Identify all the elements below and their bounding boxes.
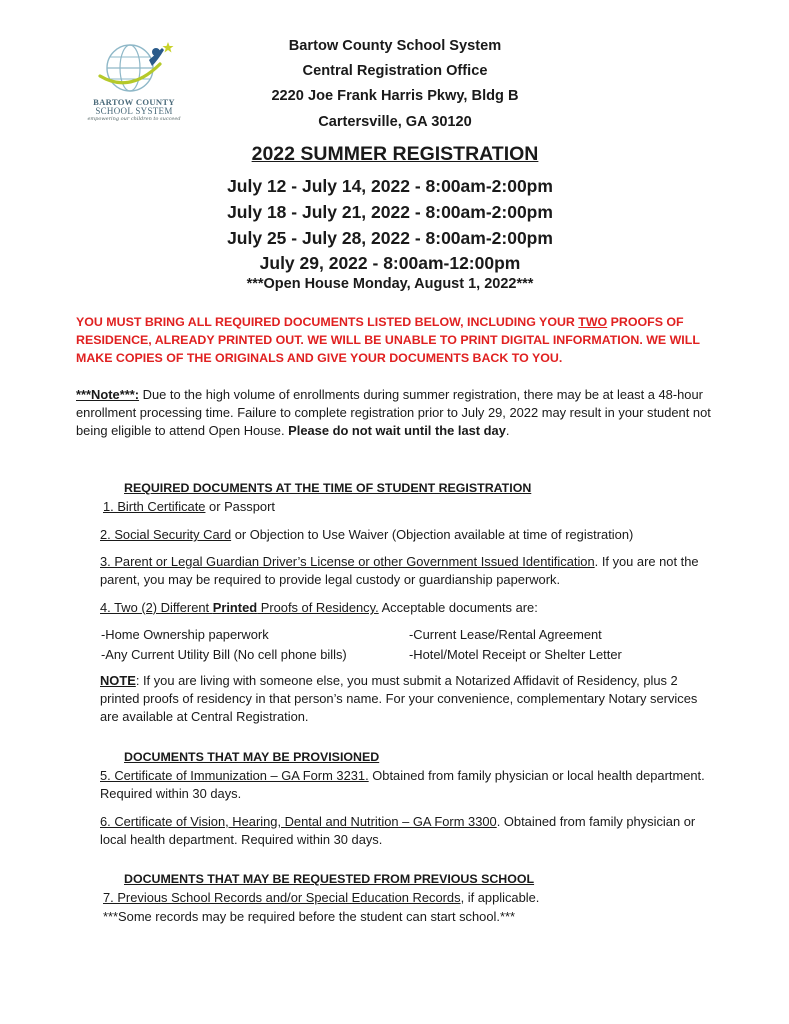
item-4-title-2: Proofs of Residency. [257,600,379,615]
registration-date-1: July 12 - July 14, 2022 - 8:00am-2:00pm [227,176,553,196]
item-1-title: 1. Birth Certificate [103,499,206,514]
item-2-detail: or Objection to Use Waiver (Objection available at time of registration) [231,527,634,542]
item-4-title-1: 4. Two (2) Different [100,600,213,615]
logo-tagline: empowering our children to succeed [87,116,181,122]
residency-option: -Home Ownership paperwork [101,627,269,642]
school-system-logo [86,38,182,150]
registration-date-4: July 29, 2022 - 8:00am-12:00pm [259,253,521,273]
document-item-2 [100,526,720,544]
affidavit-note [100,672,715,726]
previous-school-heading: DOCUMENTS THAT MAY BE REQUESTED FROM PREVIOUS SCHOOL [124,872,535,886]
document-item-4 [100,599,710,617]
item-3-detail: . If you are not the parent, you may be required to provide legal custody or guardianship paperwork. [100,554,699,587]
open-house-notice: ***Open House Monday, August 1, 2022*** [246,276,534,292]
document-item-5 [100,767,715,803]
document-item-6 [100,813,715,849]
registration-date-3: July 25 - July 28, 2022 - 8:00am-2:00pm [227,228,553,248]
globe-logo-icon [94,38,176,98]
document-item-7 [103,889,703,907]
item-5-detail: Obtained from family physician or local health department. Required within 30 days. [100,768,705,801]
header-organization: Bartow County School System [288,38,502,54]
item-6-detail: . Obtained from family physician or local health department. Required within 30 days. [100,814,696,847]
required-documents-heading: REQUIRED DOCUMENTS AT THE TIME OF STUDENT REGISTRATION [124,481,532,495]
warning-text-2: PROOFS OF RESIDENCE, ALREADY PRINTED OUT. WE WILL BE UNABLE TO PRINT DIGITAL INFORMATION. WE WILL MAKE COPIES OF THE ORIGINALS AND GIVE YOUR DOCUMENTS BACK TO YOU. [76,315,700,365]
item-6-title: 6. Certificate of Vision, Hearing, Dental and Nutrition – GA Form 3300 [100,814,497,829]
logo-text-line1: BARTOW COUNTY [93,97,175,107]
logo-text-line2: SCHOOL SYSTEM [95,106,173,116]
warning-text-1: YOU MUST BRING ALL REQUIRED DOCUMENTS LISTED BELOW, INCLUDING YOUR [76,315,579,329]
item-4-printed: Printed [212,600,258,615]
affidavit-note-text: : If you are living with someone else, you must submit a Notarized Affidavit of Residency, plus 2 printed proofs of residency in that person’s name. For your convenience, complementary Notary services are available at Central Registration. [100,673,698,724]
note-text: Due to the high volume of enrollments during summer registration, there may be at least a 48-hour enrollment processing time. Failure to complete registration prior to July 29, 2022 may result in your student not being eligible to attend Open House. [76,387,711,438]
document-item-3 [100,553,710,589]
item-2-title: 2. Social Security Card [100,527,232,542]
header-office: Central Registration Office [302,63,488,79]
note-label: ***Note***: [76,387,140,402]
records-footnote: ***Some records may be required before the student can start school.*** [103,909,516,924]
note-emphasis: Please do not wait until the last day [288,423,506,438]
residency-option: -Any Current Utility Bill (No cell phone bills) [101,647,347,662]
affidavit-note-label: NOTE [100,673,136,688]
warning-two-emphasis: TWO [578,315,608,329]
residency-option: -Current Lease/Rental Agreement [409,627,602,642]
required-documents-warning [76,313,716,367]
item-3-title: 3. Parent or Legal Guardian Driver’s License or other Government Issued Identification [100,554,595,569]
page-title: 2022 SUMMER REGISTRATION [251,143,539,165]
item-4-detail: Acceptable documents are: [378,600,538,615]
registration-date-2: July 18 - July 21, 2022 - 8:00am-2:00pm [227,202,553,222]
item-1-detail: or Passport [205,499,275,514]
header-city: Cartersville, GA 30120 [318,114,472,130]
item-5-title: 5. Certificate of Immunization – GA Form 3231. [100,768,369,783]
note-end: . [505,423,510,438]
processing-note [76,386,716,440]
item-7-title: 7. Previous School Records and/or Special Education Records [103,890,461,905]
document-item-1 [103,498,703,516]
residency-option: -Hotel/Motel Receipt or Shelter Letter [409,647,622,662]
item-7-detail: , if applicable. [460,890,540,905]
provisioned-documents-heading: DOCUMENTS THAT MAY BE PROVISIONED [124,750,380,764]
header-address: 2220 Joe Frank Harris Pkwy, Bldg B [271,88,519,104]
